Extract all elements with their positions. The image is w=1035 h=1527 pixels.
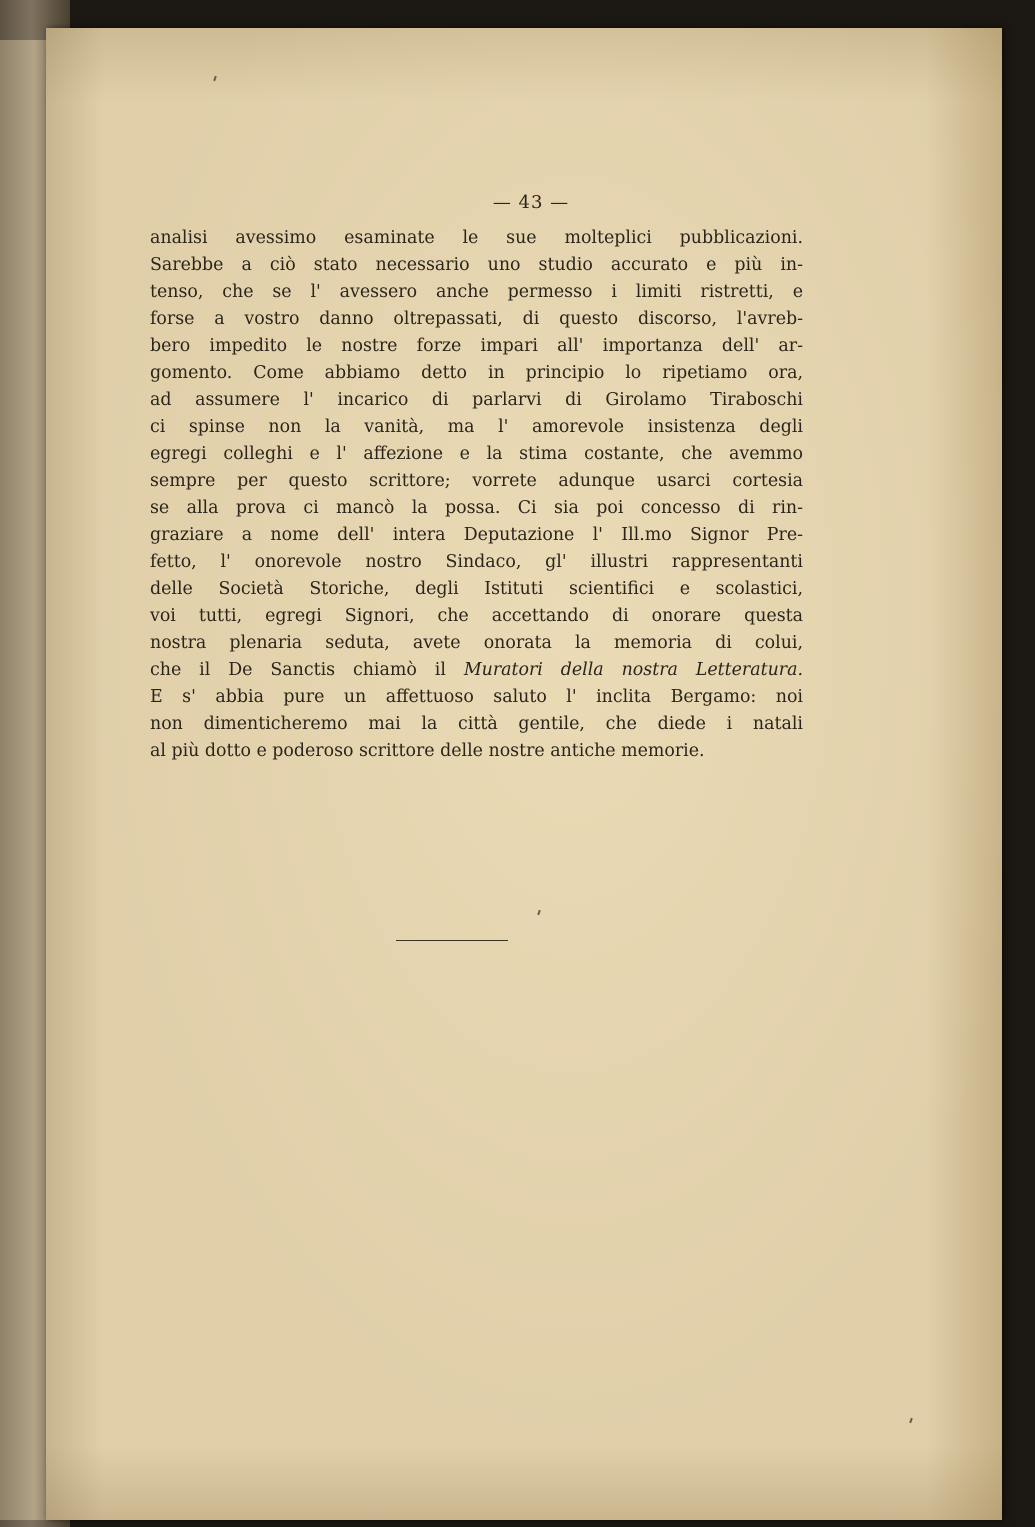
text-line-3: tenso, che se l' avessero anche permesso i limiti ristretti, e	[150, 282, 803, 302]
text-line-13: fetto, l' onorevole nostro Sindaco, gl' illustri rappresentanti	[150, 552, 803, 572]
text-line-17	[150, 657, 803, 684]
text-line-5: bero impedito le nostre forze impari all' importanza dell' ar-	[150, 336, 803, 356]
text-line-8: ci spinse non la vanità, ma l' amorevole insistenza degli	[150, 417, 803, 437]
text-line-14: delle Società Storiche, degli Istituti scientifici e scolastici,	[150, 579, 803, 599]
text-line-11: se alla prova ci mancò la possa. Ci sia poi concesso di rin-	[150, 498, 803, 518]
end-rule	[396, 940, 508, 941]
text-line-9: egregi colleghi e l' affezione e la stima costante, che avemmo	[150, 444, 803, 464]
text-line-17-roman: che il De Sanctis chiamò il	[150, 660, 464, 680]
text-line-12: graziare a nome dell' intera Deputazione l' Ill.mo Signor Pre-	[150, 525, 803, 545]
text-line-7: ad assumere l' incarico di parlarvi di Girolamo Tiraboschi	[150, 390, 803, 410]
body-text	[150, 225, 803, 765]
paper-speck	[213, 76, 217, 81]
book-page	[46, 28, 1002, 1520]
text-line-1: analisi avessimo esaminate le sue molteplici pubblicazioni.	[150, 228, 803, 248]
text-line-19: non dimenticheremo mai la città gentile, che diede i natali	[150, 714, 803, 734]
text-line-4: forse a vostro danno oltrepassati, di questo discorso, l'avreb-	[150, 309, 803, 329]
text-line-6: gomento. Come abbiamo detto in principio lo ripetiamo ora,	[150, 363, 803, 383]
text-line-10: sempre per questo scrittore; vorrete adunque usarci cortesia	[150, 471, 803, 491]
text-line-15: voi tutti, egregi Signori, che accettando di onorare questa	[150, 606, 803, 626]
italic-title: Muratori della nostra Letteratura.	[463, 660, 803, 680]
paper-speck	[909, 1418, 913, 1423]
paper-speck	[537, 910, 541, 915]
text-line-16: nostra plenaria seduta, avete onorata la memoria di colui,	[150, 633, 803, 653]
text-line-18: E s' abbia pure un affettuoso saluto l' inclita Bergamo: noi	[150, 687, 803, 707]
text-line-20: al più dotto e poderoso scrittore delle nostre antiche memorie.	[150, 741, 705, 761]
page-number: — 43 —	[492, 192, 570, 213]
text-line-2: Sarebbe a ciò stato necessario uno studio accurato e più in-	[150, 255, 803, 275]
